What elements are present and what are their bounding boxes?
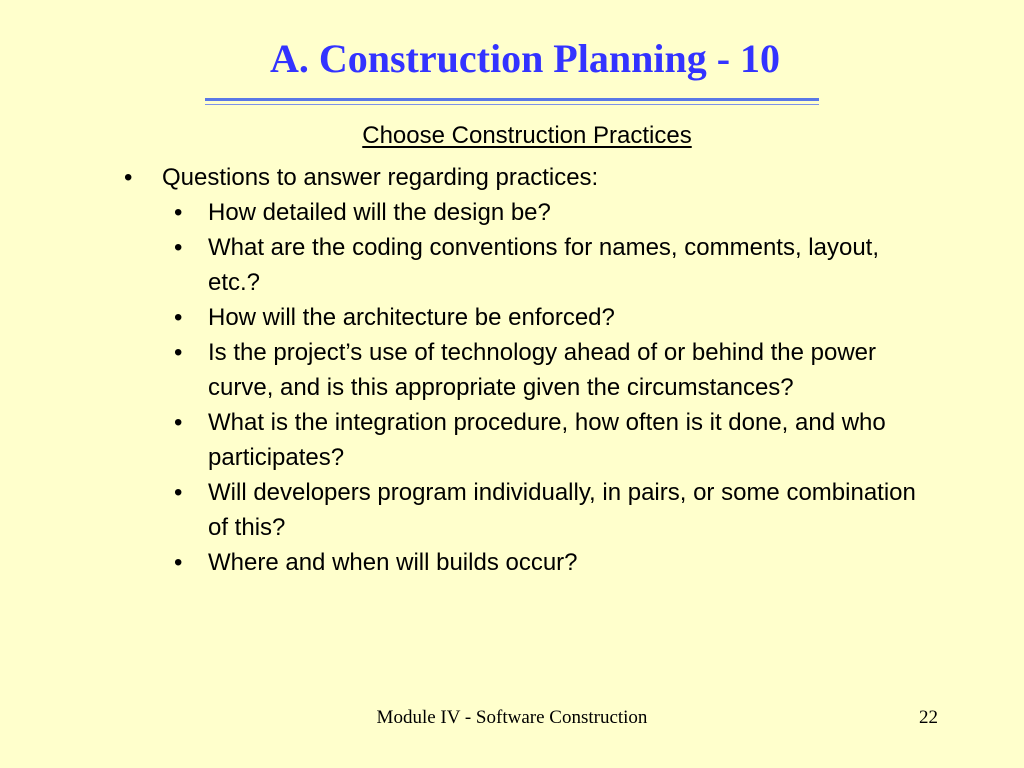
sub-bullet [124, 300, 924, 335]
bullet-icon: • [174, 234, 183, 261]
bullet-icon: • [174, 549, 183, 576]
main-bullet [124, 160, 924, 195]
footer-module-label: Module IV - Software Construction [376, 707, 648, 728]
bullet-icon: • [174, 409, 183, 436]
sub-bullet-text: Is the project’s use of technology ahead of or behind the power curve, and is this appropriate given the circumstances? [208, 339, 877, 401]
footer-page-number: 22 [919, 707, 938, 728]
sub-bullet [124, 405, 924, 475]
sub-bullet-text: Will developers program individually, in pairs, or some combination of this? [208, 479, 916, 541]
sub-bullet-text: Where and when will builds occur? [208, 549, 578, 576]
title-underline [205, 98, 819, 101]
sub-bullet [124, 195, 924, 230]
sub-bullet [124, 230, 924, 300]
bullet-icon: • [174, 479, 183, 506]
bullet-icon: • [124, 164, 133, 191]
sub-bullet-text: What is the integration procedure, how often is it done, and who participates? [208, 409, 886, 471]
sub-bullet [124, 335, 924, 405]
sub-bullet-text: How detailed will the design be? [208, 199, 551, 226]
slide-content [124, 160, 924, 580]
slide-title: A. Construction Planning - 10 [269, 36, 781, 81]
main-bullet-text: Questions to answer regarding practices: [162, 164, 599, 191]
bullet-icon: • [174, 304, 183, 331]
title-underline-secondary [205, 104, 819, 105]
sub-bullet [124, 475, 924, 545]
bullet-icon: • [174, 339, 183, 366]
sub-bullet-text: How will the architecture be enforced? [208, 304, 615, 331]
slide-subtitle: Choose Construction Practices [362, 122, 692, 149]
bullet-icon: • [174, 199, 183, 226]
sub-bullet [124, 545, 924, 580]
sub-bullet-text: What are the coding conventions for names, comments, layout, etc.? [208, 234, 880, 296]
sub-bullet-list [124, 195, 924, 580]
